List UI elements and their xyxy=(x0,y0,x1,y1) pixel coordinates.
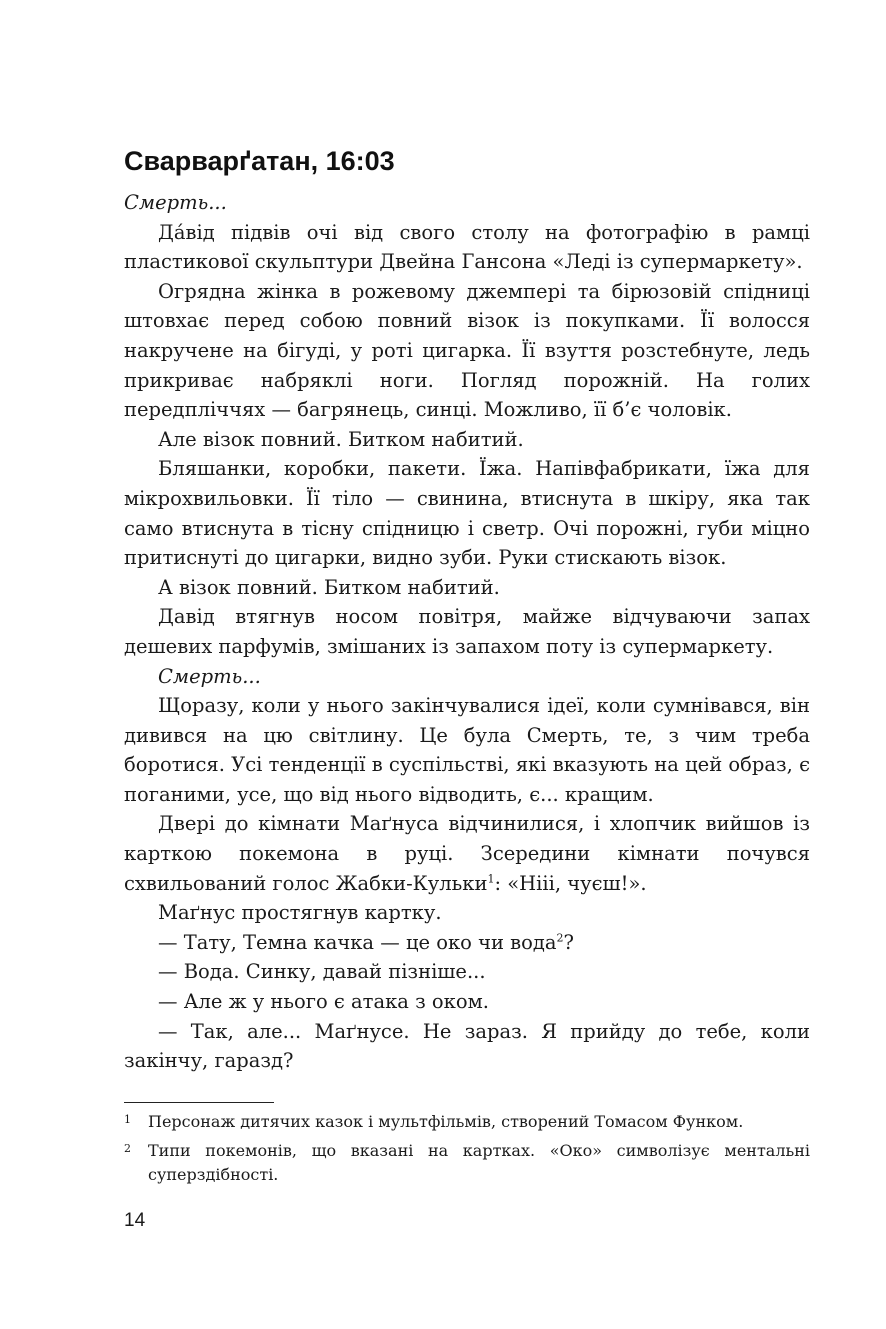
paragraph: Да́від підвів очі від свого столу на фотографію в рамці пластикової скульптури Двейна Гансона «Леді із супермаркету». xyxy=(124,220,810,274)
footnote-ref: 1 xyxy=(487,872,495,886)
paragraph: Бляшанки, коробки, пакети. Їжа. Напівфабрикати, їжа для мікрохвильовки. Її тіло — свинина, втиснута в шкіру, яка так само втиснута в тісну спідницю і светр. Очі порожні, губи міцно притиснуті до цигарки, видно зуби. Руки стискають візок. xyxy=(124,457,810,570)
footnote xyxy=(124,1110,810,1134)
paragraph: А візок повний. Битком набитий. xyxy=(158,575,500,599)
paragraph xyxy=(124,809,810,898)
paragraph: Маґнус простягнув картку. xyxy=(158,901,442,925)
paragraph: Огрядна жінка в рожевому джемпері та бірюзовій спідниці штовхає перед собою повний візок із покупками. Її волосся накручене на бігуді, у роті цигарка. Її взуття розстебнуте, ледь прикриває набряклі ноги. Погляд порожній. На голих передпліччях — багрянець, синці. Можливо, її б’є чоловік. xyxy=(124,279,810,422)
footnote-ref: 2 xyxy=(556,931,564,945)
footnote-divider xyxy=(124,1102,274,1103)
body-text xyxy=(124,188,810,1076)
footnote-text: Типи покемонів, що вказані на картках. «Око» символізує ментальні суперздібності. xyxy=(148,1141,810,1184)
footnote-number: 2 xyxy=(124,1142,131,1155)
footnotes xyxy=(124,1110,810,1192)
paragraph: Щоразу, коли у нього закінчувалися ідеї, коли сумнівався, він дивився на цю світлину. Це була Смерть, те, з чим треба боротися. Усі тенденції в суспільстві, які вказують на цей образ, є поганими, усе, що від нього відводить, є... кращим. xyxy=(124,694,810,806)
paragraph-text: — Тату, Темна качка — це око чи вода xyxy=(158,930,557,954)
paragraph: Давід втягнув носом повітря, майже відчуваючи запах дешевих парфумів, змішаних із запахом поту із супермаркету. xyxy=(124,605,810,658)
paragraph: Але візок повний. Битком набитий. xyxy=(158,427,524,451)
paragraph-text: ? xyxy=(563,930,574,954)
dialogue-line xyxy=(124,928,810,958)
chapter-heading: Сварварґатан, 16:03 xyxy=(124,146,395,176)
paragraph: Смерть... xyxy=(124,191,227,214)
footnote-number: 1 xyxy=(124,1113,131,1126)
page-number: 14 xyxy=(124,1210,146,1231)
dialogue-line: — Так, але... Маґнусе. Не зараз. Я прийду до тебе, коли закінчу, гаразд? xyxy=(124,1019,810,1073)
footnote-text: Персонаж дитячих казок і мультфільмів, створений Томасом Функом. xyxy=(148,1112,744,1131)
paragraph-text: Двері до кімнати Маґнуса відчинилися, і хлопчик вийшов із карткою покемона в руці. Зсередини кімнати почувся схвильований голос Жабки-Кульки xyxy=(124,812,810,895)
dialogue-line: — Але ж у нього є атака з оком. xyxy=(158,990,489,1014)
footnote xyxy=(124,1139,810,1187)
dialogue-line: — Вода. Синку, давай пізніше... xyxy=(158,960,486,984)
paragraph: Смерть... xyxy=(158,664,261,688)
paragraph-text: : «Нііі, чуєш!». xyxy=(494,871,647,895)
